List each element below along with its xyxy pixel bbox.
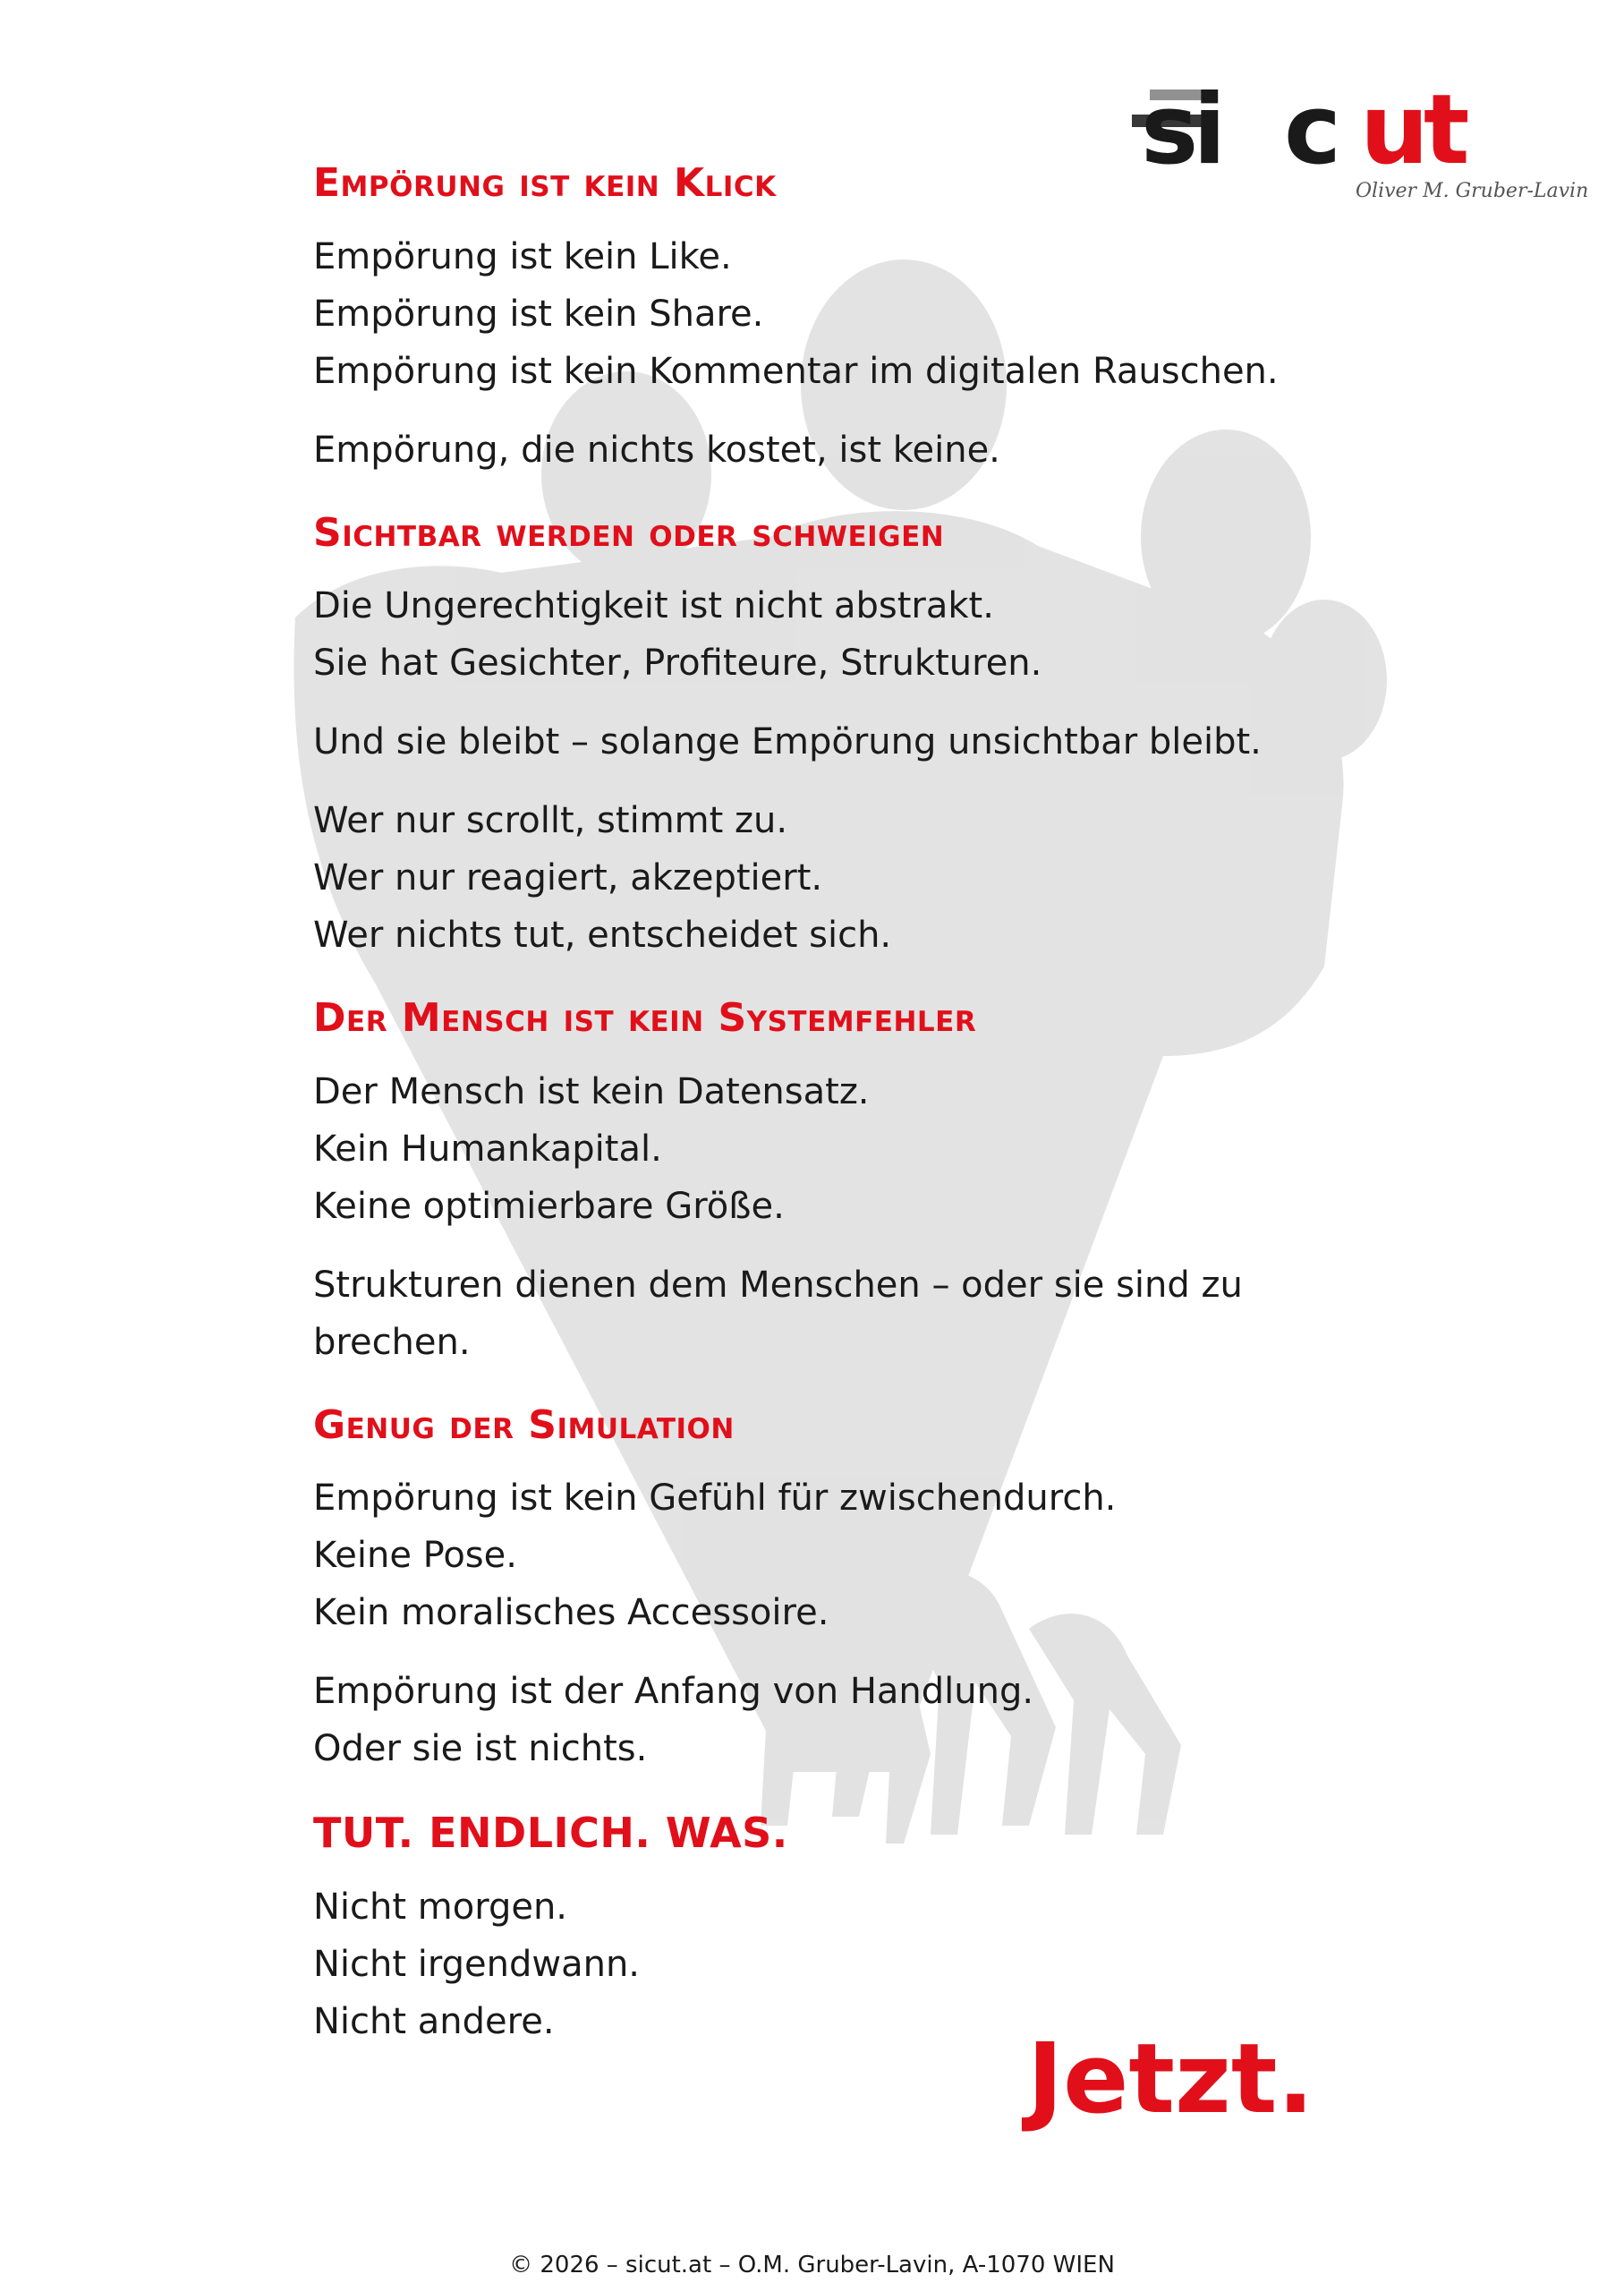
text-line: brechen. bbox=[313, 1321, 471, 1363]
text-line: Oder sie ist nichts. bbox=[313, 1728, 648, 1770]
section-sichtbar-werden bbox=[313, 511, 1387, 965]
text-line: Empörung ist kein Gefühl für zwischendurch. bbox=[313, 1478, 1117, 1520]
text-line: Nicht andere. bbox=[313, 2001, 555, 2043]
paragraph bbox=[313, 422, 1387, 479]
section-heading: Der Mensch ist kein Systemfehler bbox=[313, 995, 977, 1042]
text-line: Nicht morgen. bbox=[313, 1886, 568, 1929]
closing-statement: Jetzt. bbox=[1027, 2023, 1314, 2135]
paragraph bbox=[313, 792, 1387, 964]
section-tut-endlich-was bbox=[313, 1810, 1387, 2050]
svg-text:si: si bbox=[1141, 74, 1221, 186]
text-line: Der Mensch ist kein Datensatz. bbox=[313, 1070, 870, 1112]
text-line: Wer nichts tut, entscheidet sich. bbox=[313, 915, 892, 957]
text-line: Keine optimierbare Größe. bbox=[313, 1185, 785, 1227]
text-line: Und sie bleibt – solange Empörung unsichtbar bleibt. bbox=[313, 721, 1262, 763]
text-line: Strukturen dienen dem Menschen – oder sie sind zu bbox=[313, 1264, 1243, 1306]
text-line: Nicht irgendwann. bbox=[313, 1944, 641, 1986]
svg-text:c: c bbox=[1284, 74, 1337, 186]
text-line: Empörung ist kein Share. bbox=[313, 293, 764, 335]
paragraph bbox=[313, 1469, 1387, 1641]
text-line: Kein Humankapital. bbox=[313, 1128, 662, 1170]
paragraph bbox=[313, 1256, 1387, 1371]
logo-signature: Oliver M. Gruber-Lavin bbox=[1356, 180, 1589, 202]
text-line: Empörung ist kein Kommentar im digitalen Rauschen. bbox=[313, 350, 1279, 392]
section-empoerung-ist-kein-klick bbox=[313, 161, 1387, 479]
section-heading: Empörung ist kein Klick bbox=[313, 160, 777, 206]
paragraph bbox=[313, 577, 1387, 692]
text-line: Keine Pose. bbox=[313, 1535, 517, 1577]
paragraph bbox=[313, 1663, 1387, 1777]
section-heading: TUT. ENDLICH. WAS. bbox=[313, 1809, 788, 1858]
manifest-content bbox=[313, 161, 1387, 2082]
paragraph bbox=[313, 1063, 1387, 1235]
footer-copyright: © 2026 – sicut.at – O.M. Gruber-Lavin, A-1070 WIEN bbox=[509, 2252, 1115, 2278]
text-line: Empörung ist kein Like. bbox=[313, 235, 732, 277]
text-line: Wer nur scrollt, stimmt zu. bbox=[313, 800, 788, 842]
text-line: Empörung, die nichts kostet, ist keine. bbox=[313, 429, 1000, 471]
section-genug-der-simulation bbox=[313, 1403, 1387, 1778]
text-line: Empörung ist der Anfang von Handlung. bbox=[313, 1671, 1034, 1713]
text-line: Die Ungerechtigkeit ist nicht abstrakt. bbox=[313, 585, 994, 627]
section-heading: Genug der Simulation bbox=[313, 1401, 735, 1448]
section-heading: Sichtbar werden oder schweigen bbox=[313, 509, 945, 556]
paragraph bbox=[313, 228, 1387, 400]
paragraph bbox=[313, 713, 1387, 771]
svg-text:ut: ut bbox=[1360, 74, 1465, 186]
text-line: Kein moralisches Accessoire. bbox=[313, 1592, 829, 1634]
sicut-logo bbox=[1132, 63, 1589, 206]
text-line: Sie hat Gesichter, Profiteure, Strukturen. bbox=[313, 643, 1042, 685]
section-mensch-kein-systemfehler bbox=[313, 996, 1387, 1371]
text-line: Wer nur reagiert, akzeptiert. bbox=[313, 857, 823, 899]
